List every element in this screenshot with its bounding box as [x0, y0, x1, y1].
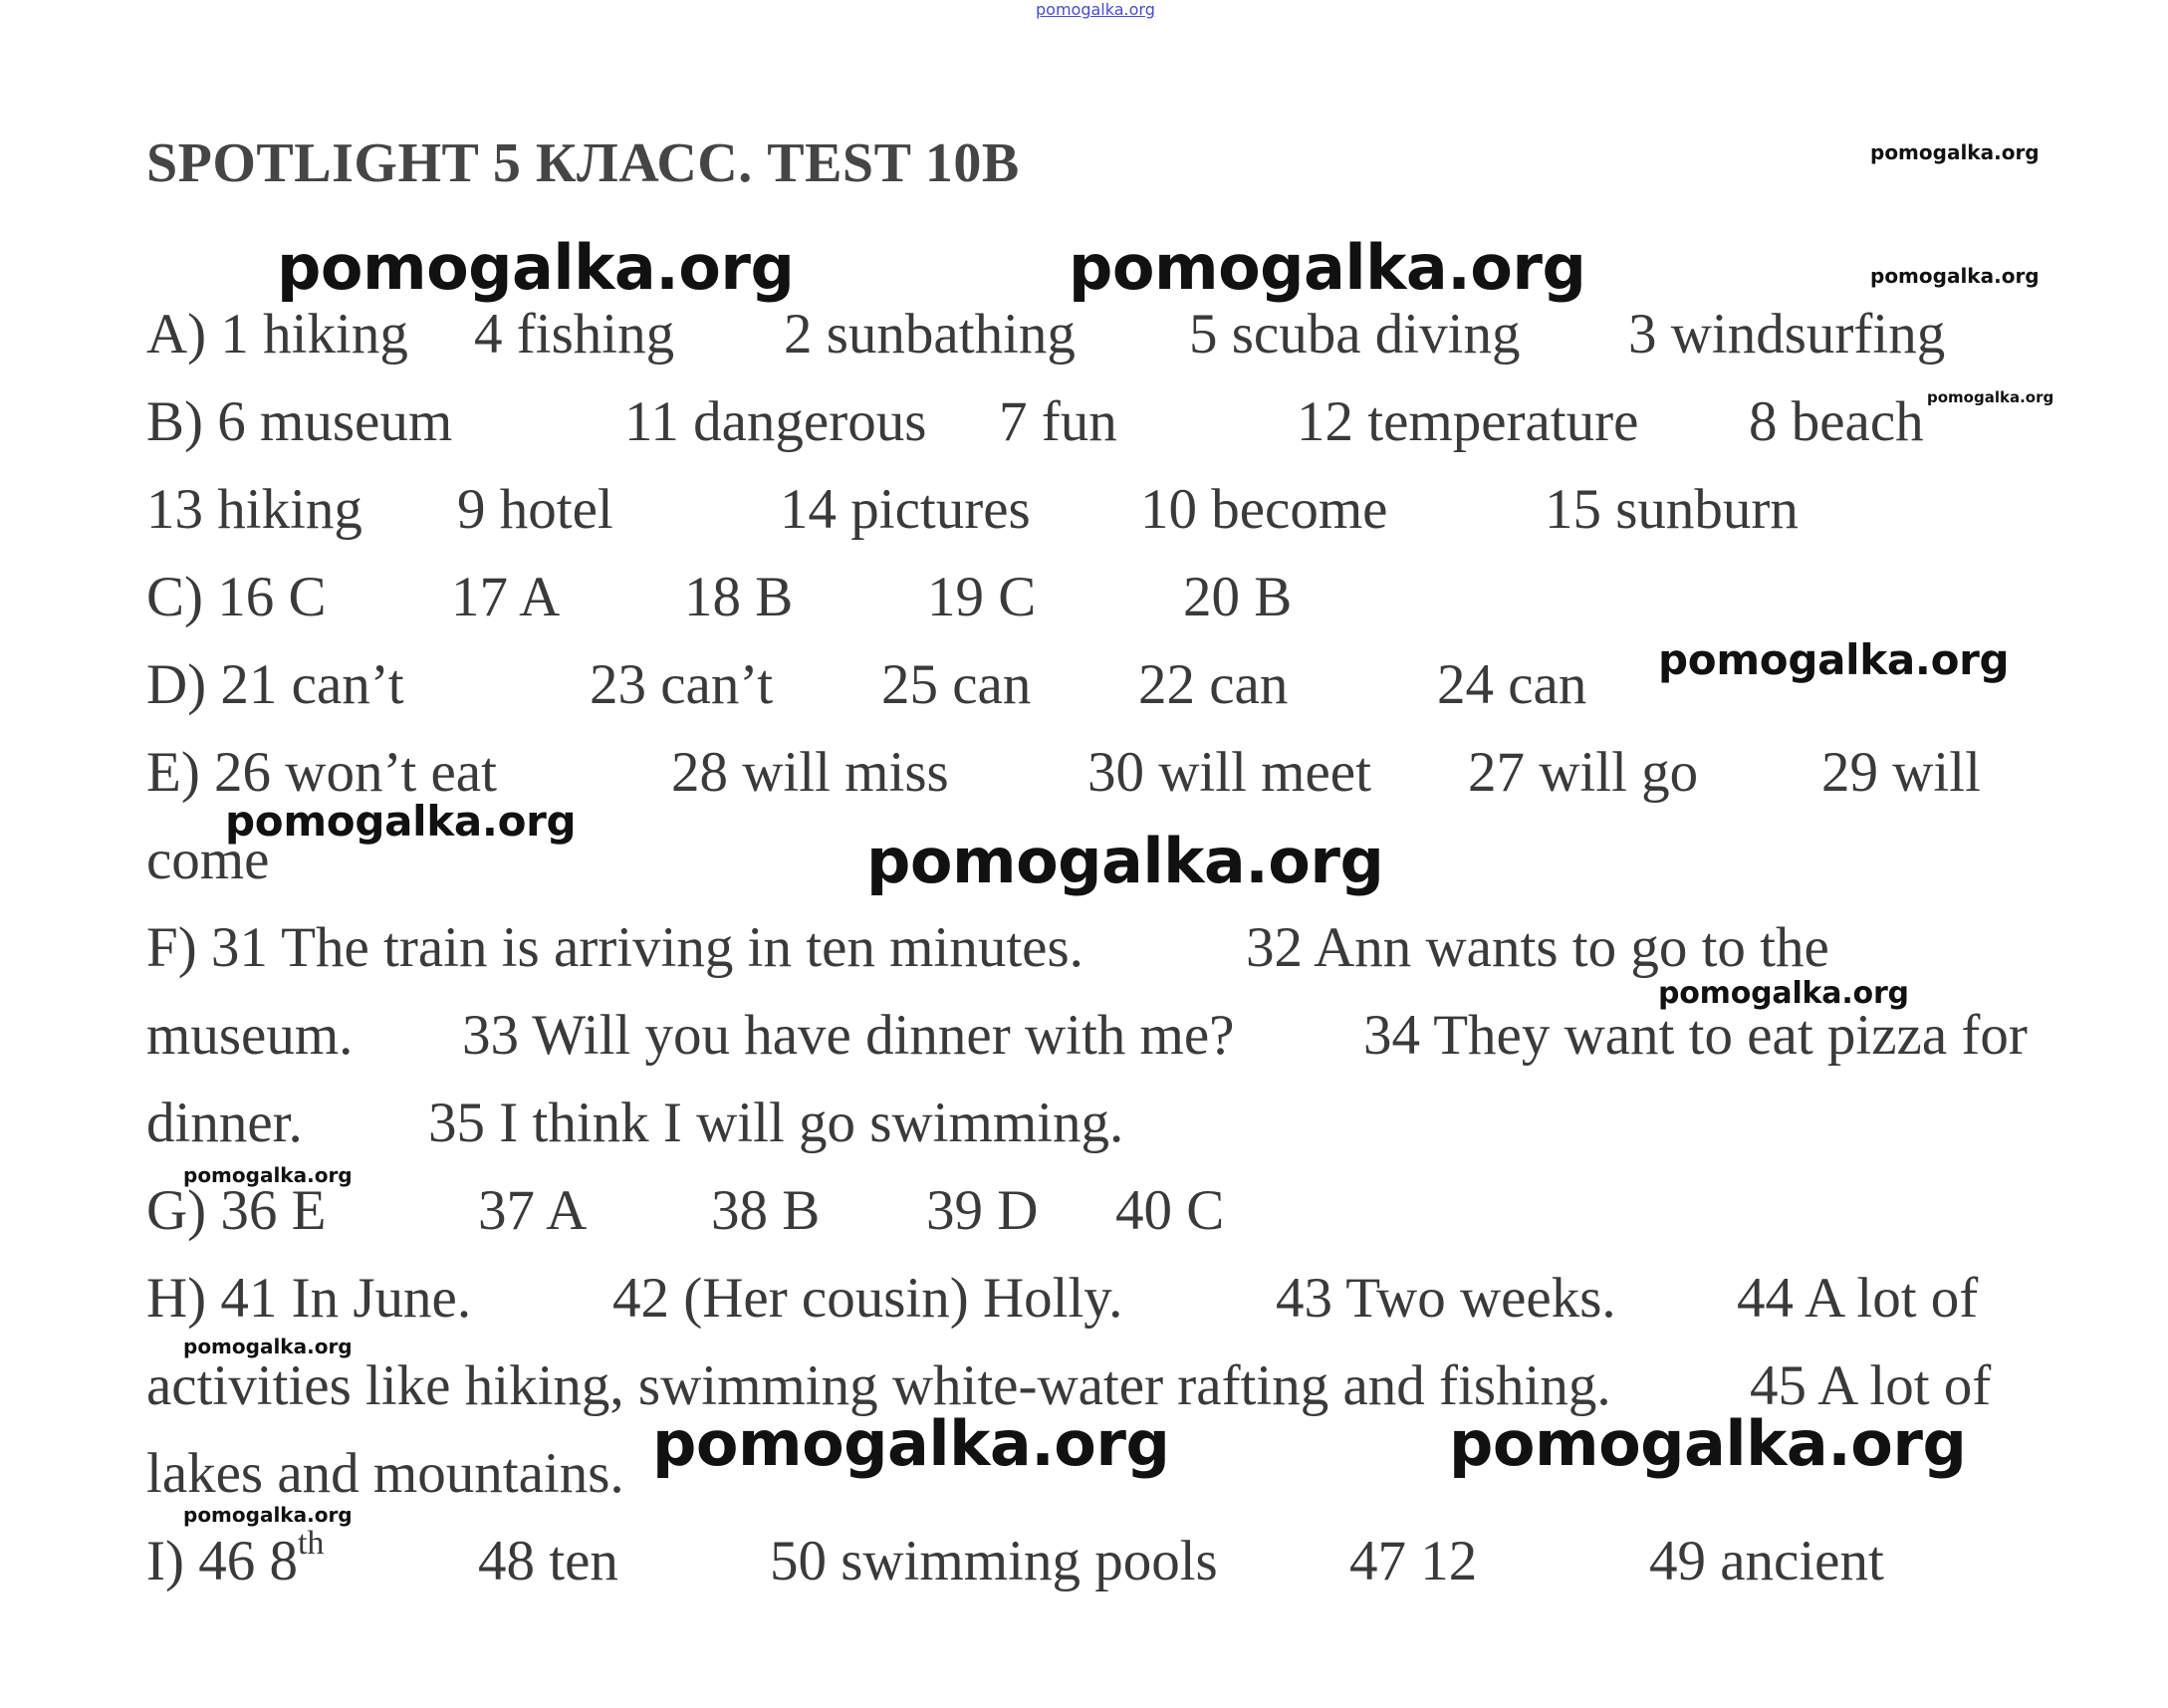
watermark-logo: pomogalka.org — [1069, 231, 1586, 304]
watermark-logo: pomogalka.org — [1927, 388, 2054, 406]
answer-item: 44 A lot of — [1737, 1267, 1979, 1330]
watermark-logo: pomogalka.org — [183, 1335, 353, 1358]
page-title: SPOTLIGHT 5 КЛАСС. TEST 10B — [146, 132, 1020, 194]
watermark-logo: pomogalka.org — [1658, 976, 1909, 1011]
answer-item: museum. — [146, 1004, 354, 1067]
answer-item: 5 scuba diving — [1189, 303, 1521, 366]
answer-item: 3 windsurfing — [1628, 303, 1946, 366]
answer-item: F) 31 The train is arriving in ten minutes. — [146, 916, 1084, 979]
watermark-logo: pomogalka.org — [183, 1163, 353, 1187]
watermark-top-link[interactable]: pomogalka.org — [1036, 0, 1155, 19]
answer-item: lakes and mountains. — [146, 1442, 624, 1505]
answer-item: 24 can — [1437, 653, 1587, 716]
watermark-logo: pomogalka.org — [277, 231, 795, 304]
answer-item: 30 will meet — [1087, 741, 1371, 804]
answer-item-text: I) 46 8 — [146, 1530, 298, 1592]
answer-item: 32 Ann wants to go to the — [1246, 916, 1829, 979]
answer-item: 48 ten — [478, 1530, 618, 1592]
answer-item: 19 C — [927, 566, 1037, 628]
answer-item: 9 hotel — [457, 478, 613, 541]
answer-item: 33 Will you have dinner with me? — [462, 1004, 1235, 1067]
answer-item: 4 fishing — [474, 303, 675, 366]
answer-item: 18 B — [684, 566, 794, 628]
answer-item: 49 ancient — [1649, 1530, 1884, 1592]
watermark-logo: pomogalka.org — [183, 1503, 353, 1527]
answer-item: 45 A lot of — [1750, 1354, 1992, 1417]
answer-item: 8 beach — [1749, 390, 1924, 453]
answer-item: 39 D — [926, 1179, 1039, 1242]
ordinal-suffix: th — [297, 1525, 325, 1562]
answer-item: 35 I think I will go swimming. — [428, 1092, 1124, 1154]
answer-item: A) 1 hiking — [146, 303, 408, 366]
watermark-logo: pomogalka.org — [1658, 635, 2010, 684]
answer-item: 11 dangerous — [624, 390, 927, 453]
answer-item: 12 temperature — [1297, 390, 1639, 453]
answer-item: 34 They want to eat pizza for — [1363, 1004, 2028, 1067]
answer-item: come — [146, 829, 270, 891]
answer-item: B) 6 museum — [146, 390, 453, 453]
watermark-logo: pomogalka.org — [1449, 1407, 1967, 1480]
watermark-logo: pomogalka.org — [866, 825, 1384, 897]
answer-item: 42 (Her cousin) Holly. — [612, 1267, 1123, 1330]
answer-item: 47 12 — [1349, 1530, 1478, 1592]
answer-item: dinner. — [146, 1092, 303, 1154]
answer-item: 14 pictures — [780, 478, 1031, 541]
answer-item: E) 26 won’t eat — [146, 741, 497, 804]
answer-item: 43 Two weeks. — [1276, 1267, 1616, 1330]
answer-item: 22 can — [1138, 653, 1289, 716]
answer-item: G) 36 E — [146, 1179, 327, 1242]
answer-item: 50 swimming pools — [770, 1530, 1218, 1592]
answer-item: C) 16 C — [146, 566, 327, 628]
answer-item: 20 B — [1183, 566, 1293, 628]
answer-item: 13 hiking — [146, 478, 362, 541]
answer-item: D) 21 can’t — [146, 653, 404, 716]
watermark-logo: pomogalka.org — [225, 797, 577, 846]
watermark-logo: pomogalka.org — [1870, 264, 2040, 288]
answer-item: 28 will miss — [671, 741, 949, 804]
watermark-logo: pomogalka.org — [652, 1407, 1170, 1480]
answer-item: 17 A — [451, 566, 561, 628]
answer-item: H) 41 In June. — [146, 1267, 472, 1330]
answer-item: 40 C — [1115, 1179, 1225, 1242]
answer-item: 7 fun — [999, 390, 1117, 453]
answer-item: 29 will — [1821, 741, 1981, 804]
answer-item: 38 B — [711, 1179, 821, 1242]
answer-item: 27 will go — [1468, 741, 1699, 804]
watermark-logo: pomogalka.org — [1870, 140, 2040, 164]
answer-item: 37 A — [478, 1179, 588, 1242]
answer-item: activities like hiking, swimming white-water rafting and fishing. — [146, 1354, 1611, 1417]
answer-item — [146, 1525, 325, 1593]
answer-item: 2 sunbathing — [784, 303, 1076, 366]
answer-item: 23 can’t — [590, 653, 774, 716]
answer-item: 10 become — [1140, 478, 1388, 541]
answer-item: 25 can — [881, 653, 1032, 716]
answer-item: 15 sunburn — [1545, 478, 1799, 541]
